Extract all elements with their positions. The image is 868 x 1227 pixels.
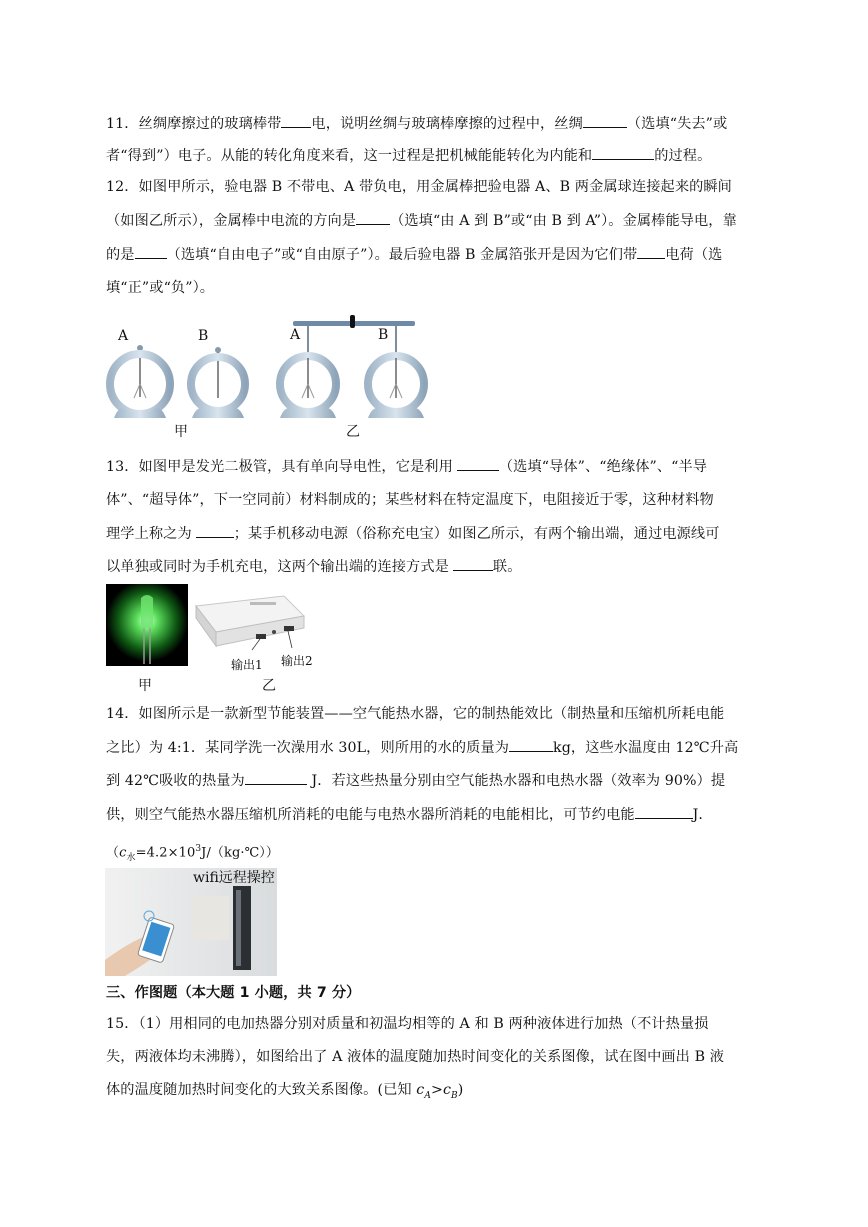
q11-text: 的过程。 (654, 148, 712, 164)
q14-line-3 (106, 770, 725, 791)
q13-blank-3[interactable] (453, 556, 493, 571)
water-subscript: 水 (126, 852, 136, 863)
label-a-yi: A (290, 327, 301, 343)
q12-line-2 (106, 210, 737, 231)
q14-blank-1[interactable] (509, 737, 553, 752)
q14-line-5 (106, 839, 279, 868)
electroscope-b-jia (191, 347, 245, 418)
q12-text: （如图乙所示），金属棒中电流的方向是 (106, 213, 357, 229)
q12-blank-3[interactable] (637, 244, 665, 259)
label-b-jia: B (198, 328, 209, 344)
q14-line-4 (106, 804, 713, 825)
electroscope-a-yi (280, 326, 336, 418)
section-3-heading: 三、作图题（本大题 1 小题，共 7 分） (106, 985, 361, 1001)
power-bank-photo (190, 592, 310, 654)
output-2-label: 输出2 (281, 654, 313, 668)
wifi-remote-label: wifi远程操控 (193, 870, 275, 886)
q13-text: 13．如图甲是发光二极管，具有单向导电性，它是利用 (106, 459, 453, 475)
q15-text: 体的温度随加热时间变化的大致关系图像。(已知 (106, 1082, 417, 1098)
q11-text: 11．丝绸摩擦过的玻璃棒带 (106, 116, 282, 132)
exponent: 3 (195, 844, 202, 854)
q14-text: J． (692, 807, 713, 823)
q14-line-2 (106, 737, 738, 758)
q14-text: （ (106, 845, 120, 861)
q12-text: （选填“由 A 到 B”或“由 B 到 A”）。金属棒能导电，靠 (390, 213, 737, 229)
caption-yi-13: 乙 (262, 678, 276, 694)
q13-text: 联。 (492, 559, 522, 575)
label-b-yi: B (378, 327, 389, 343)
c-symbol: c (119, 845, 127, 861)
caption-jia: 甲 (174, 424, 188, 440)
q12-text: 电荷（选 (665, 247, 723, 263)
greater-than: > (430, 1082, 443, 1098)
q13-text: （选填“导体”、“绝缘体”、“半导 (498, 459, 708, 475)
q14-blank-3[interactable] (635, 804, 693, 819)
subscript-a: A (424, 1090, 431, 1101)
q13-line-1 (106, 456, 707, 477)
q14-text: kg，这些水温度由 12℃升高 (553, 740, 739, 756)
q14-text: 之比）为 4:1．某同学洗一次澡用水 30L，则所用的水的质量为 (106, 740, 510, 756)
q12-line-1: 12．如图甲所示，验电器 B 不带电、A 带负电，用金属棒把验电器 A、B 两金属球连接起来的瞬间 (106, 179, 732, 195)
c-symbol: c (442, 1082, 451, 1098)
q14-text: J．若这些热量分别由空气能热水器和电热水器（效率为 90%）提 (306, 773, 726, 789)
q13-line-4 (106, 556, 521, 577)
electroscope-a-jia (110, 345, 170, 418)
q14-blank-2[interactable] (245, 770, 307, 785)
q12-blank-2[interactable] (135, 244, 167, 259)
q14-text: J/（kg·℃）） (201, 845, 280, 861)
q15-line-1: 15．（1）用相同的电加热器分别对质量和初温均相等的 A 和 B 两种液体进行加热（不计热量损 (106, 1016, 709, 1032)
q14-text: =4.2×10 (135, 845, 196, 861)
q14-text: 供，则空气能热水器压缩机所消耗的电能与电热水器所消耗的电能相比，可节约电能 (106, 807, 635, 823)
q12-text: 的是 (106, 247, 135, 263)
q11-line-2 (106, 145, 711, 166)
q13-line-3 (106, 523, 720, 544)
q12-line-3 (106, 244, 722, 265)
q11-text: 电，说明丝绸与玻璃棒摩擦的过程中，丝绸 (311, 116, 583, 132)
subscript-b: B (451, 1090, 458, 1101)
q13-blank-2[interactable] (196, 523, 234, 538)
q11-text: （选填“失去”或 (626, 116, 728, 132)
caption-jia-13: 甲 (138, 678, 152, 694)
output-1-label: 输出1 (231, 658, 263, 672)
q12-line-4: 填“正”或“负”）。 (106, 280, 215, 296)
q14-line-1: 14．如图所示是一款新型节能装置——空气能热水器，它的制热能效比（制热量和压缩机所耗电能 (106, 706, 725, 722)
q12-blank-1[interactable] (356, 210, 390, 225)
q13-text: 以单独或同时为手机充电，这两个输出端的连接方式是 (106, 559, 449, 575)
caption-yi: 乙 (346, 424, 360, 440)
q11-blank-1[interactable] (281, 113, 311, 128)
c-symbol: c (416, 1082, 425, 1098)
q15-line-2: 失，两液体均未沸腾），如图给出了 A 液体的温度随加热时间变化的关系图像，试在图中画出 B 液 (106, 1049, 725, 1065)
q11-blank-2[interactable] (583, 113, 627, 128)
q11-text: 者“得到”）电子。从能的转化角度来看，这一过程是把机械能能转化为内能和 (106, 148, 593, 164)
q11-line-1 (106, 113, 727, 134)
q15-line-3 (106, 1080, 463, 1106)
electroscope-b-yi (368, 326, 424, 418)
q12-text: （选填“自由电子”或“自由原子”）。最后验电器 B 金属箔张开是因为它们带 (166, 247, 638, 263)
q14-text: 到 42℃吸收的热量为 (106, 773, 245, 789)
q11-blank-3[interactable] (592, 145, 654, 160)
q13-line-2: 体”、“超导体”，下一空同前）材料制成的；某些材料在特定温度下，电阻接近于零，这种材料物 (106, 492, 714, 508)
q15-text: ) (457, 1082, 464, 1098)
q13-text: 理学上称之为 (106, 526, 192, 542)
q13-text: ；某手机移动电源（俗称充电宝）如图乙所示，有两个输出端，通过电源线可 (233, 526, 720, 542)
led-photo (106, 584, 188, 666)
q13-blank-1[interactable] (457, 456, 499, 471)
label-a-jia: A (118, 328, 129, 344)
